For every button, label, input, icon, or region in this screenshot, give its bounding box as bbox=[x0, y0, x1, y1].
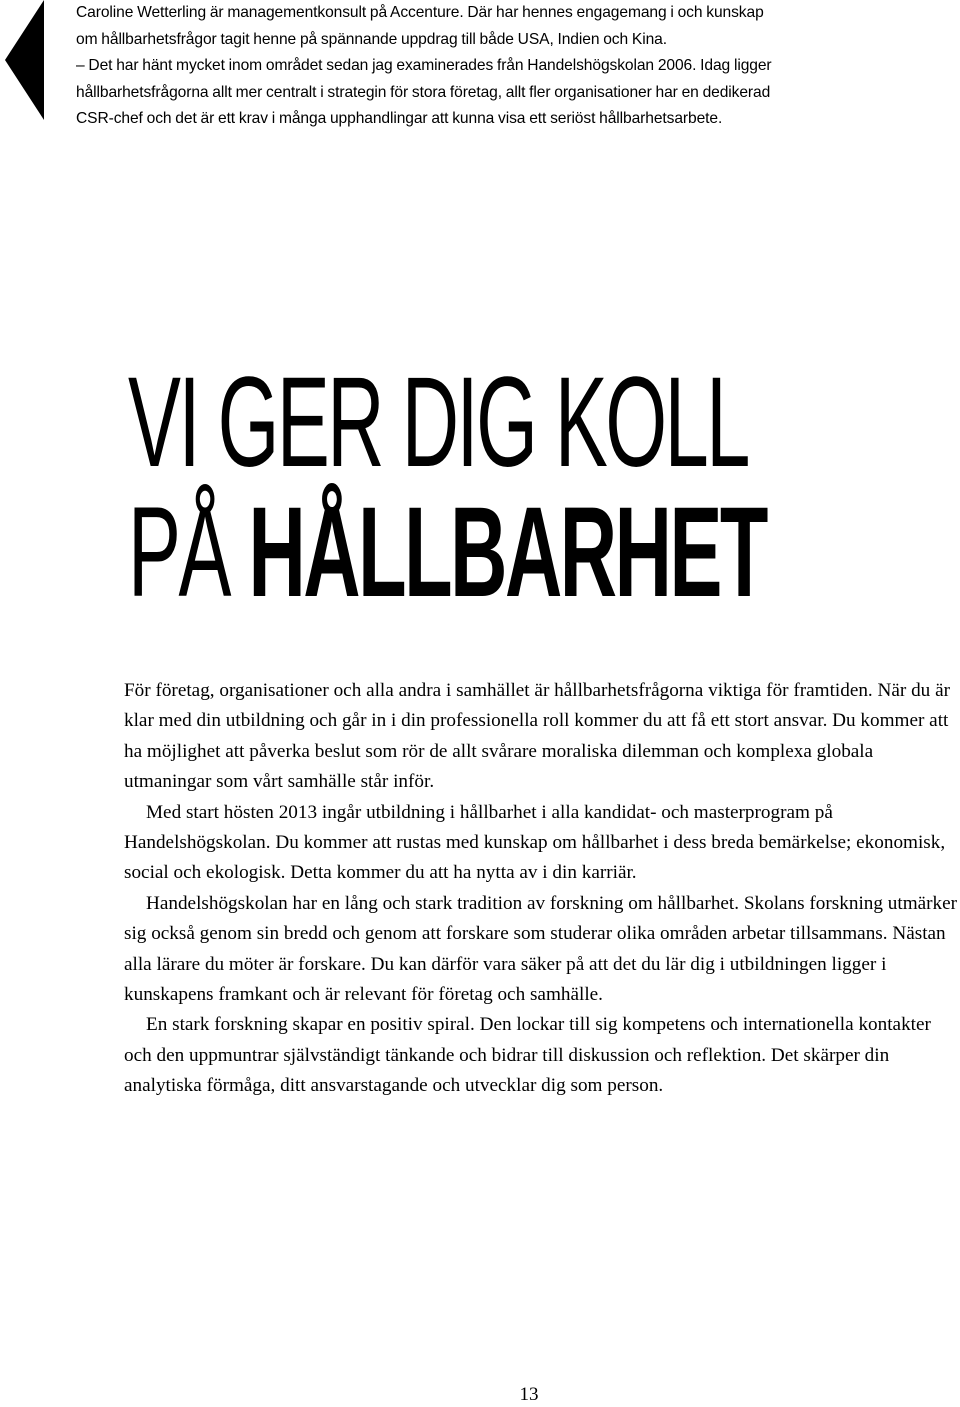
intro-line: om hållbarhetsfrågor tagit henne på spännande uppdrag till både USA, Indien och Kina. bbox=[76, 30, 667, 48]
headline-line-2-light: PÅ bbox=[128, 481, 249, 624]
headline-line-2-bold: HÅLLBARHET bbox=[248, 481, 766, 624]
body-paragraph: Handelshögskolan har en lång och stark tradition av forskning om hållbarhet. Skolans forskning utmärker sig också genom sin bredd och genom att forskare som studerar olika områden arbetar tillsammans. Nästan alla lärare du möter är forskare. Du kan därför vara säker på att det du lär dig i utbildningen ligger i kunskapens framkant och är relevant för företag och samhälle. bbox=[124, 892, 958, 1006]
body-text bbox=[124, 676, 960, 1102]
intro-line: Caroline Wetterling är managementkonsult på Accenture. Där har hennes engagemang i och kunskap bbox=[76, 4, 764, 21]
previous-page-arrow-icon[interactable] bbox=[5, 0, 44, 120]
page-title bbox=[128, 351, 948, 624]
intro-text bbox=[76, 0, 936, 133]
intro-paragraph bbox=[76, 0, 936, 133]
headline-line-1: VI GER DIG KOLL bbox=[128, 351, 748, 494]
intro-line: – Det har hänt mycket inom området sedan jag examinerades från Handelshögskolan 2006. Idag ligger bbox=[76, 57, 772, 74]
body-paragraph: En stark forskning skapar en positiv spiral. Den lockar till sig kompetens och internationella kontakter och den uppmuntrar självständigt tänkande och bidrar till diskussion och reflektion. Det skärper din analytiska förmåga, ditt ansvarstagande och utvecklar dig som person. bbox=[124, 1014, 931, 1097]
body-paragraph: Med start hösten 2013 ingår utbildning i hållbarhet i alla kandidat- och masterprogram på Handelshögskolan. Du kommer att rustas med kunskap om hållbarhet i dess breda bemärkelse; ekonomisk, social och ekologisk. Detta kommer du att ha nytta av i din karriär. bbox=[124, 801, 946, 884]
body-paragraph: För företag, organisationer och alla andra i samhället är hållbarhetsfrågorna viktiga för framtiden. När du är klar med din utbildning och går in i din professionella roll kommer du att få ett stort ansvar. Du kommer att ha möjlighet att påverka beslut som rör de allt svårare moraliska dilemman och komplexa globala utmaningar som vårt samhälle står inför. bbox=[124, 680, 950, 793]
page-number: 13 bbox=[519, 1384, 539, 1405]
intro-line: CSR-chef och det är ett krav i många upphandlingar att kunna visa ett seriöst hållbarhetsarbete. bbox=[76, 110, 723, 127]
headline-line-2 bbox=[128, 481, 766, 624]
intro-line: hållbarhetsfrågorna allt mer centralt i strategin för stora företag, allt fler organisationer har en dedikerad bbox=[76, 83, 771, 101]
